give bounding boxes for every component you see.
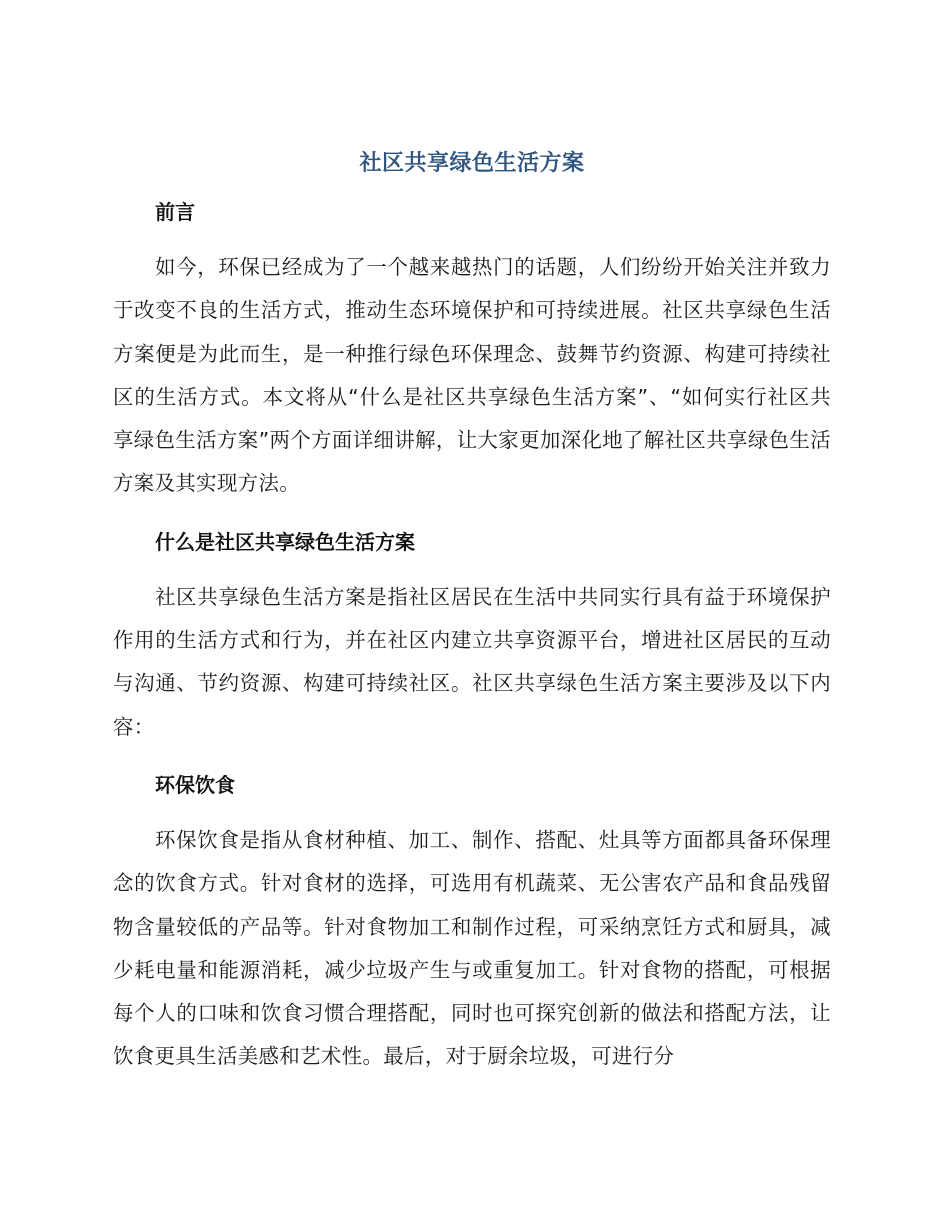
section-heading-definition: 什么是社区共享绿色生活方案 <box>155 529 415 554</box>
paragraph-preface: 如今，环保已经成为了一个越来越热门的话题，人们纷纷开始关注并致力于改变不良的生活方式，推动生态环境保护和可持续进展。社区共享绿色生活方案便是为此而生，是一种推行绿色环保理念、鼓舞节约资源、构建可持续社区的生活方式。本文将从“什么是社区共享绿色生活方案”、“如何实行社区共享绿色生活方案”两个方面详细讲解，让大家更加深化地了解社区共享绿色生活方案及其实现方法。 <box>113 255 831 496</box>
document-title: 社区共享绿色生活方案 <box>359 151 585 176</box>
spacer <box>113 562 831 576</box>
paragraph-definition: 社区共享绿色生活方案是指社区居民在生活中共同实行具有益于环境保护作用的生活方式和行为，并在社区内建立共享资源平台，增进社区居民的互动与沟通、节约资源、构建可持续社区。社区共享绿色生活方案主要涉及以下内容： <box>113 584 831 739</box>
section-heading-preface: 前言 <box>155 200 195 224</box>
spacer <box>113 506 831 522</box>
spacer <box>113 805 831 819</box>
document-body <box>113 140 831 1079</box>
paragraph-green-diet: 环保饮食是指从食材种植、加工、制作、搭配、灶具等方面都具备环保理念的饮食方式。针对食材的选择，可选用有机蔬菜、无公害农产品和食品残留物含量较低的产品等。针对食物加工和制作过程，可采纳烹饪方式和厨具，减少耗电量和能源消耗，减少垃圾产生与或重复加工。针对食物的搭配，可根据每个人的口味和饮食习惯合理搭配，同时也可探究创新的做法和搭配方法，让饮食更具生活美感和艺术性。最后，对于厨余垃圾，可进行分 <box>113 827 831 1069</box>
spacer <box>113 232 831 246</box>
section-heading-green-diet: 环保饮食 <box>155 772 235 797</box>
spacer <box>113 749 831 765</box>
